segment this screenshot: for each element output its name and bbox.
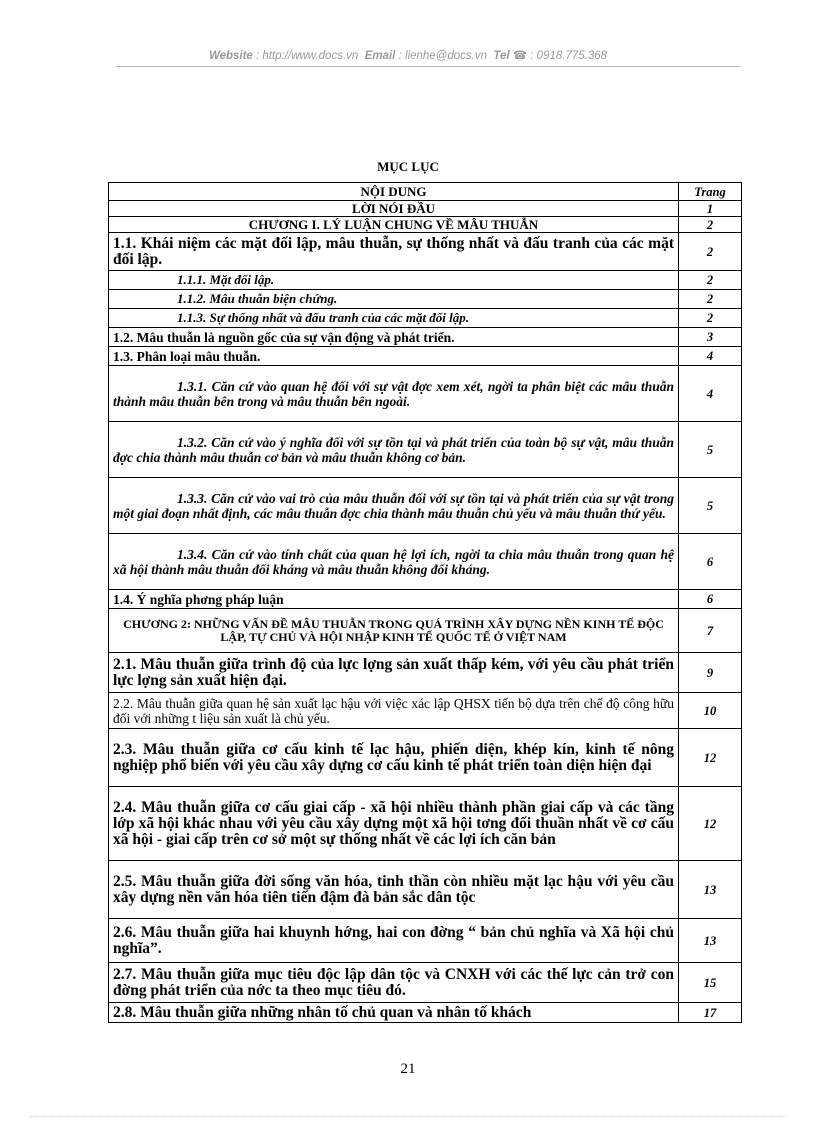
toc-row-page: 10 [679,693,742,729]
toc-row[interactable] [109,290,742,309]
toc-row-page: 4 [679,366,742,422]
phone-icon: ☎ [512,50,528,62]
toc-row-page: 13 [679,861,742,919]
email-label: Email [364,50,396,62]
toc-row[interactable] [109,787,742,861]
page-number: 21 [400,1061,416,1077]
toc-row-page: 2 [679,217,742,233]
toc-row[interactable] [109,422,742,478]
toc-row[interactable] [109,534,742,590]
toc-row-text: CHƯƠNG I. LÝ LUẬN CHUNG VỀ MÂU THUẪN [109,217,679,233]
toc-row[interactable] [109,271,742,290]
toc-row-text: 2.7. Mâu thuẫn giữa mục tiêu độc lập dân tộc và CNXH với các thế lực cản trở con đờng phát triển của nớc ta theo mục tiêu đó. [109,963,679,1003]
toc-title: MỤC LỤC [377,159,439,174]
toc-row-page: 3 [679,328,742,347]
toc-row-page: 2 [679,233,742,271]
toc-row[interactable] [109,861,742,919]
toc-row[interactable] [109,366,742,422]
toc-table [108,182,742,1023]
toc-row[interactable] [109,217,742,233]
toc-row-page: 2 [679,309,742,328]
toc-row[interactable] [109,693,742,729]
toc-row[interactable] [109,729,742,787]
toc-row-page: 7 [679,609,742,653]
page-bottom-divider [30,1116,786,1117]
header-divider [116,66,741,67]
toc-row-text: 1.3.1. Căn cứ vào quan hệ đối với sự vật đợc xem xét, ngời ta phân biệt các mâu thuẫn thành mâu thuẫn bên trong và mâu thuẫn bên ngoài. [109,366,679,422]
toc-row-text: CHƯƠNG 2: NHỮNG VẤN ĐỀ MÂU THUẪN TRONG QUÁ TRÌNH XÂY DỰNG NỀN KINH TẾ ĐỘC LẬP, TỰ CHỦ VÀ HỘI NHẬP KINH TẾ QUỐC TẾ Ở VIỆT NAM [109,609,679,653]
toc-header-row [109,183,742,201]
toc-row-text: 1.1.1. Mặt đối lập. [109,271,679,290]
toc-row-page: 6 [679,590,742,609]
toc-row[interactable] [109,653,742,693]
toc-row-text: 2.2. Mâu thuẫn giữa quan hệ sản xuất lạc hậu với việc xác lập QHSX tiến bộ dựa trên chế độ công hữu đối với những t liệu sản xuất là chủ yếu. [109,693,679,729]
toc-row-text: LỜI NÓI ĐẦU [109,201,679,217]
toc-row[interactable] [109,328,742,347]
toc-row-page: 17 [679,1003,742,1023]
tel-label: Tel [493,50,510,62]
toc-row-text: 1.3.2. Căn cứ vào ý nghĩa đối với sự tồn tại và phát triển của toàn bộ sự vật, mâu thuẫn đợc chia thành mâu thuẫn cơ bản và mâu thuẫn không cơ bản. [109,422,679,478]
toc-row-text: 2.8. Mâu thuẫn giữa những nhân tố chủ quan và nhân tố khách [109,1003,679,1023]
toc-row-text: 2.4. Mâu thuẫn giữa cơ cấu giai cấp - xã hội nhiều thành phần giai cấp và các tầng lớp xã hội khác nhau với yêu cầu xây dựng một xã hội tơng đối thuần nhất về cơ cấu xã hội - giai cấp trên cơ sở một sự thống nhất về các lợi ích căn bản [109,787,679,861]
toc-row[interactable] [109,963,742,1003]
website-value[interactable]: : http://www.docs.vn [256,50,359,62]
toc-row-page: 12 [679,729,742,787]
toc-row[interactable] [109,478,742,534]
toc-row[interactable] [109,590,742,609]
toc-row-page: 6 [679,534,742,590]
toc-row-text: 1.1.2. Mâu thuẫn biện chứng. [109,290,679,309]
toc-row-page: 2 [679,271,742,290]
toc-row-text: 2.5. Mâu thuẫn giữa đời sống văn hóa, tinh thần còn nhiều mặt lạc hậu với yêu cầu xây dựng nền văn hóa tiên tiến đậm đà bản sắc dân tộc [109,861,679,919]
toc-row-page: 4 [679,347,742,366]
website-label: Website [208,50,253,62]
toc-row-page: 1 [679,201,742,217]
toc-row-page: 13 [679,919,742,963]
toc-row-text: 1.1.3. Sự thống nhất và đấu tranh của các mặt đối lập. [109,309,679,328]
toc-row-text: 1.3. Phân loại mâu thuẫn. [109,347,679,366]
toc-row-text: 2.1. Mâu thuẫn giữa trình độ của lực lợng sản xuất thấp kém, với yêu cầu phát triển lực lợng sản xuất hiện đại. [109,653,679,693]
toc-row-text: 1.3.3. Căn cứ vào vai trò của mâu thuẫn đối với sự tồn tại và phát triển của sự vật trong một giai đoạn nhất định, các mâu thuẫn đợc chia thành mâu thuẫn chủ yếu và mâu thuẫn thứ yếu. [109,478,679,534]
document-header [0,48,816,62]
toc-row-text: 2.3. Mâu thuẫn giữa cơ cấu kinh tế lạc hậu, phiến diện, khép kín, kinh tế nông nghiệp phổ biến với yêu cầu xây dựng cơ cấu kinh tế phát triển toàn diện hiện đại [109,729,679,787]
toc-header-page: Trang [679,183,742,201]
toc-row-text: 2.6. Mâu thuẫn giữa hai khuynh hớng, hai con đờng “ bản chủ nghĩa và Xã hội chủ nghĩa”. [109,919,679,963]
toc-row-text: 1.4. Ý nghĩa phơng pháp luận [109,590,679,609]
toc-row[interactable] [109,919,742,963]
toc-row-page: 5 [679,422,742,478]
toc-row[interactable] [109,1003,742,1023]
toc-row[interactable] [109,347,742,366]
toc-row-page: 15 [679,963,742,1003]
toc-row[interactable] [109,201,742,217]
toc-row[interactable] [109,609,742,653]
toc-row-page: 9 [679,653,742,693]
toc-row[interactable] [109,309,742,328]
toc-row-text: 1.3.4. Căn cứ vào tính chất của quan hệ lợi ích, ngời ta chia mâu thuẫn trong quan hệ xã hội thành mâu thuẫn đối kháng và mâu thuẫn không đối kháng. [109,534,679,590]
toc-row-text: 1.1. Khái niệm các mặt đối lập, mâu thuẫn, sự thống nhất và đấu tranh của các mặt đối lập. [109,233,679,271]
toc-row-text: 1.2. Mâu thuẫn là nguồn gốc của sự vận động và phát triển. [109,328,679,347]
email-value[interactable]: : lienhe@docs.vn [398,50,487,62]
toc-row-page: 2 [679,290,742,309]
toc-row-page: 5 [679,478,742,534]
tel-value: : 0918.775.368 [530,50,608,62]
toc-row[interactable] [109,233,742,271]
toc-header-content: NỘI DUNG [109,183,679,201]
toc-row-page: 12 [679,787,742,861]
